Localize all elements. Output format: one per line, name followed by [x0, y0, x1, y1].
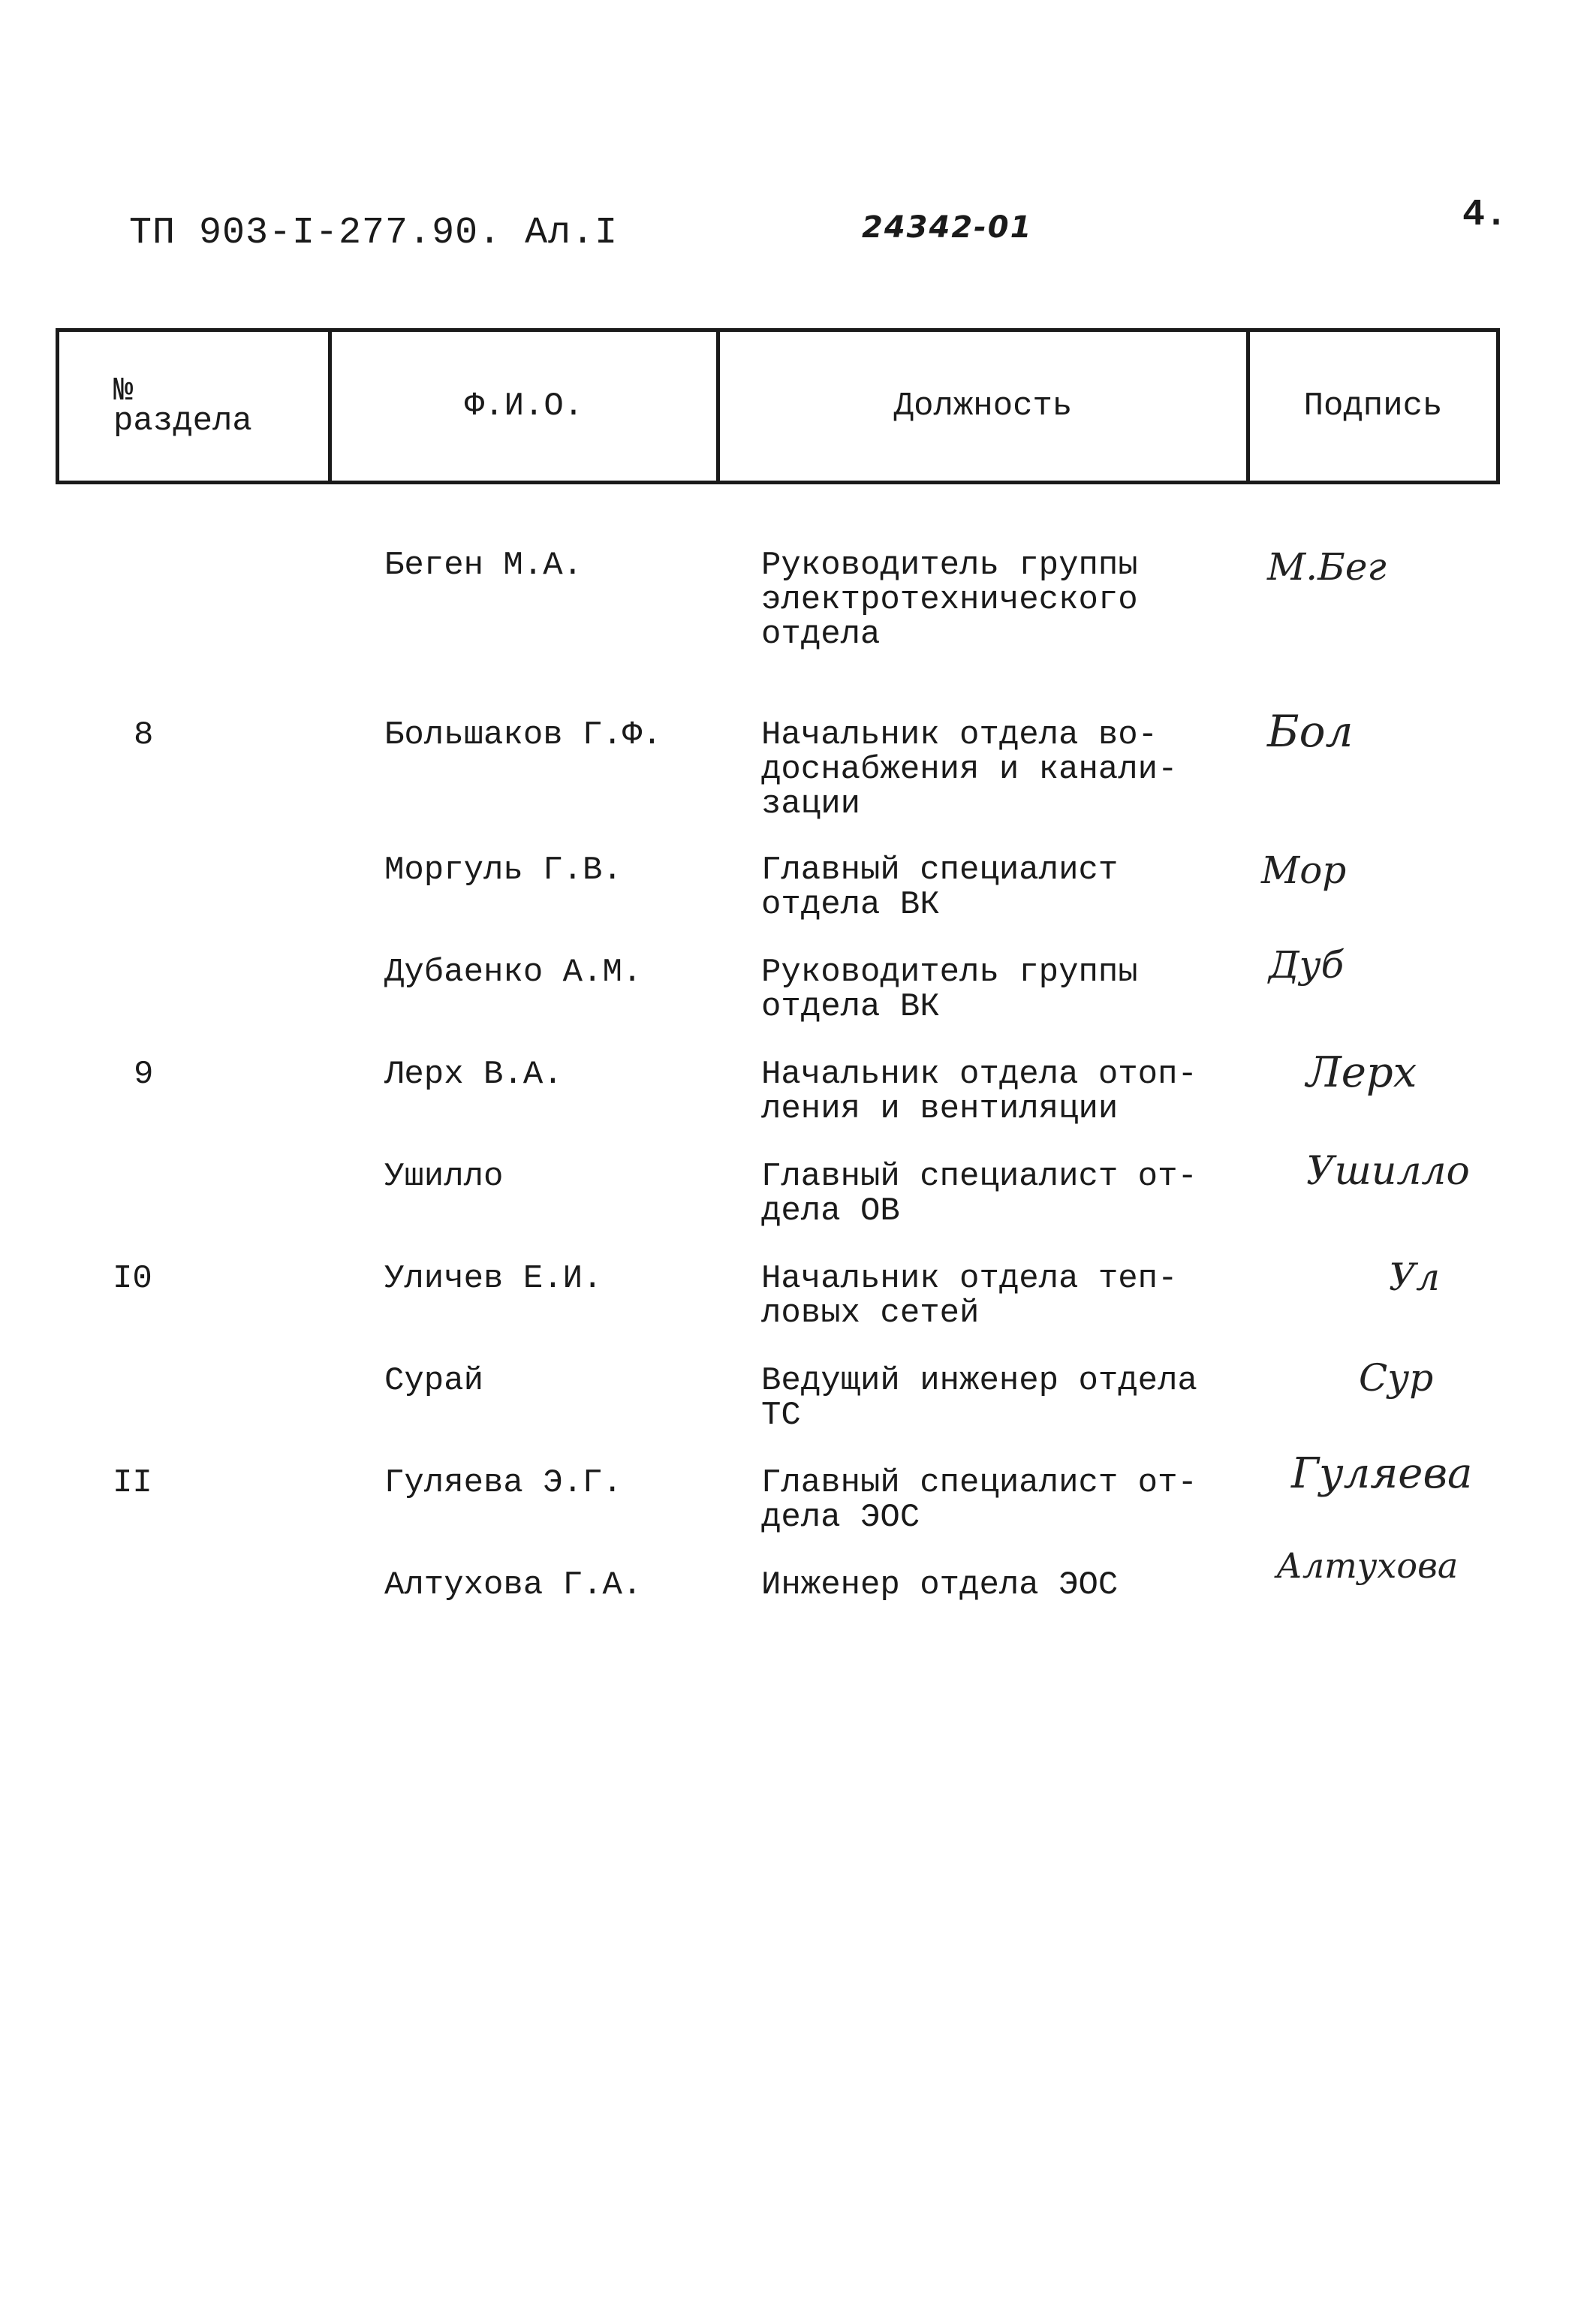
- row-section: 8: [134, 716, 154, 754]
- row-position: Главный специалист отдела ВК: [761, 852, 1119, 924]
- row-name: Дубаенко А.М.: [384, 954, 643, 991]
- header-cell-position: [720, 332, 1246, 481]
- row-name: Лерх В.А.: [384, 1056, 563, 1093]
- row-position: Инженер отдела ЭОС: [761, 1566, 1119, 1604]
- row-section: 9: [134, 1056, 154, 1093]
- row-position: Ведущий инженер отдела ТС: [761, 1362, 1197, 1434]
- row-signature: Гуляева: [1291, 1449, 1473, 1498]
- row-signature: Лерх: [1306, 1048, 1417, 1097]
- row-signature: Дуб: [1269, 943, 1345, 987]
- row-signature: Сур: [1359, 1356, 1434, 1400]
- row-name: Беген М.А.: [384, 547, 583, 584]
- table-header: [56, 328, 1500, 484]
- header-cell-section: [59, 332, 328, 481]
- document-code: ТП 903-I-277.90. Ал.I: [129, 212, 619, 255]
- row-section: I0: [113, 1260, 152, 1298]
- row-signature: Ушилло: [1306, 1149, 1470, 1194]
- row-position: Главный специалист от- дела ОВ: [761, 1158, 1197, 1230]
- row-position: Руководитель группы электротехнического отдела: [761, 547, 1138, 653]
- row-name: Сурай: [384, 1362, 484, 1400]
- row-signature: Ул: [1389, 1255, 1440, 1299]
- row-name: Алтухова Г.А.: [384, 1566, 643, 1604]
- header-signature-label: Подпись: [1303, 387, 1443, 425]
- header-name-label: Ф.И.О.: [464, 387, 584, 425]
- row-position: Руководитель группы отдела ВК: [761, 954, 1138, 1026]
- row-name: Моргуль Г.В.: [384, 852, 622, 889]
- row-position: Начальник отдела отоп- ления и вентиляции: [761, 1056, 1197, 1128]
- document-number: 24342-01: [862, 210, 1033, 245]
- row-name: Уличев Е.И.: [384, 1260, 603, 1298]
- header-cell-signature: [1250, 332, 1496, 481]
- header-cell-name: [332, 332, 716, 481]
- row-signature: М.Бег: [1267, 545, 1387, 589]
- row-signature: Бол: [1267, 706, 1354, 757]
- row-signature: Мор: [1261, 849, 1347, 892]
- row-name: Ушилло: [384, 1158, 504, 1195]
- header-position-label: Должность: [893, 387, 1073, 425]
- row-section: II: [113, 1464, 152, 1502]
- row-signature: Алтухова: [1276, 1545, 1459, 1586]
- row-position: Главный специалист от- дела ЭОС: [761, 1464, 1197, 1536]
- header-section-label: № раздела: [113, 372, 252, 440]
- row-name: Гуляева Э.Г.: [384, 1464, 622, 1502]
- row-position: Начальник отдела во- доснабжения и канали- зации: [761, 716, 1178, 823]
- page-number: 4.: [1462, 194, 1508, 237]
- row-position: Начальник отдела теп- ловых сетей: [761, 1260, 1178, 1332]
- row-name: Большаков Г.Ф.: [384, 716, 662, 754]
